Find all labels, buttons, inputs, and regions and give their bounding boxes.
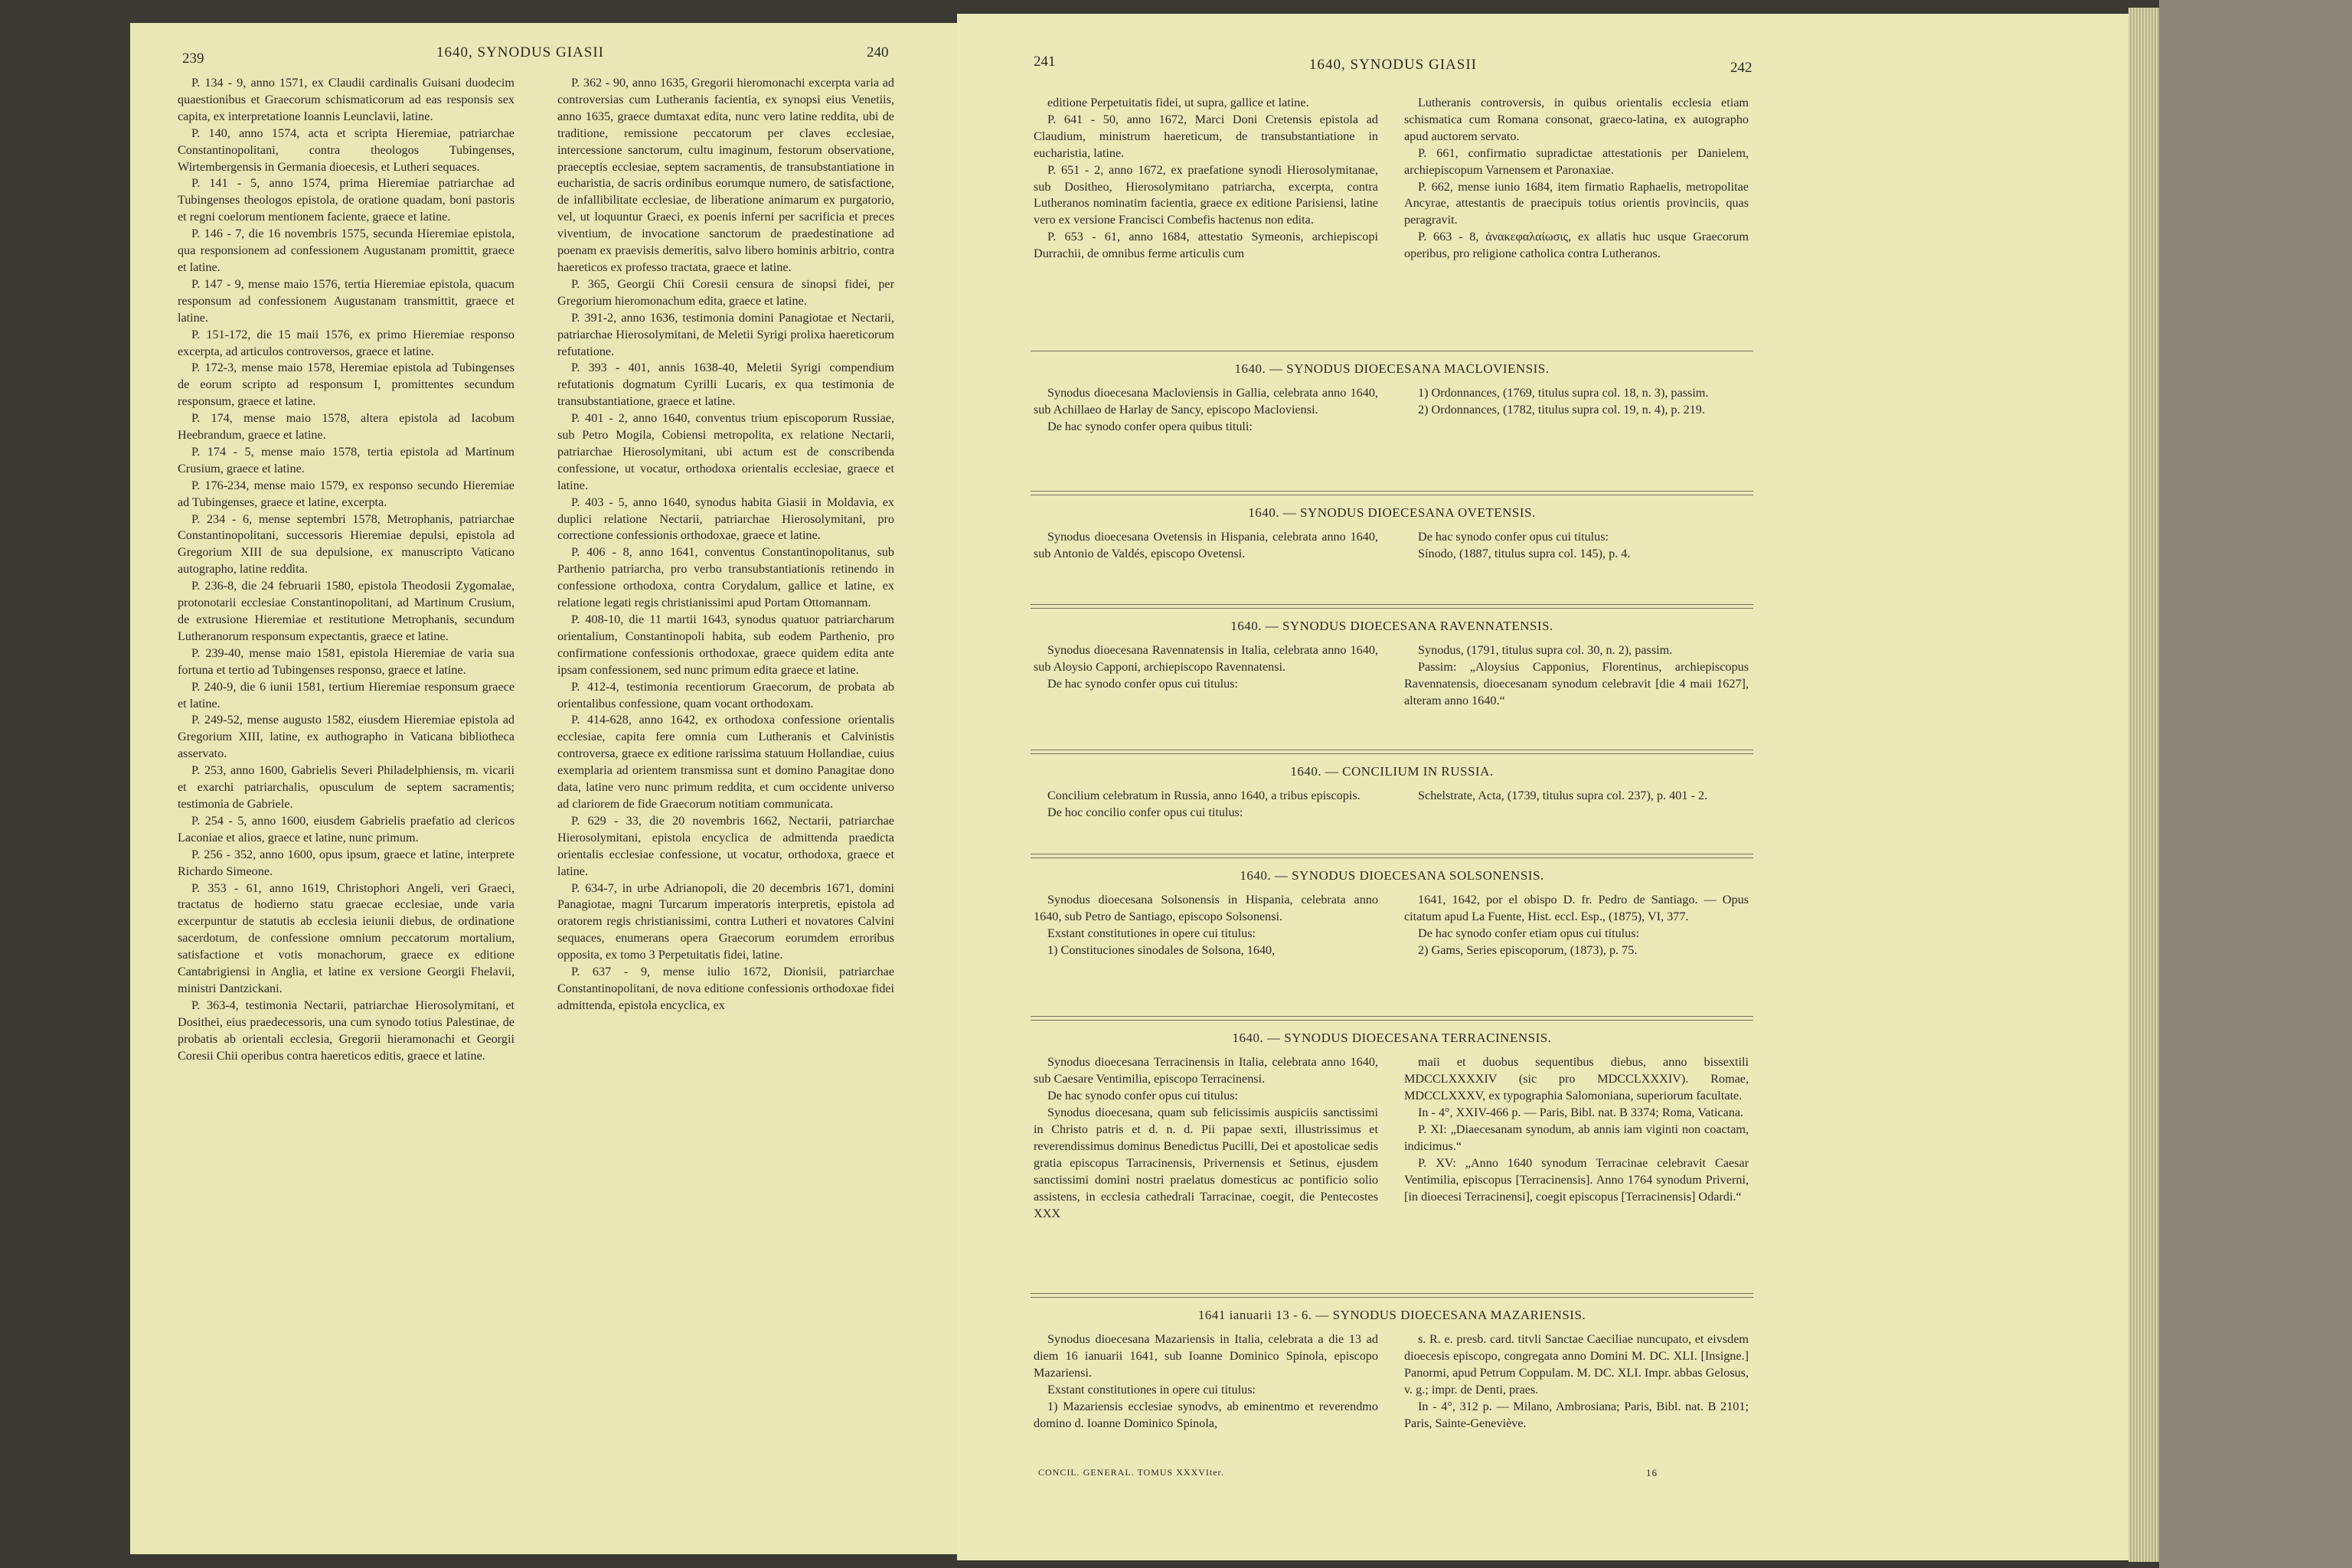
paragraph: P. 362 - 90, anno 1635, Gregorii hieromonachi excerpta varia ad controversias cum Lutheranis facientia, ex synopsi eius Venetiis, anno 1635, graece dumtaxat edita, nunc vero latine reddita, ubi de traditione, remissione peccatorum per claves ecclesiae, intercessione sanctorum, cultu imaginum, festorum observatione, praeceptis ecclesiae, septem sacramentis, de transubstantiatione in eucharistia, de sacris ordinibus eorumque numero, de satisfactione, de infallibilitate ecclesiae, de liberatione animarum ex purgatorio, vel, ut loquuntur Graeci, ex poenis inferni per sacrificia et preces viventium, de invocatione sanctorum de praedestinatione ad poenam ex praevisis demeritis, salvo libero hominis arbitrio, contra haereticos ex professo tractata, graece et latine. bbox=[557, 76, 894, 274]
paragraph: P. 408-10, die 11 martii 1643, synodus quatuor patriarcharum orientalium, Constantinopoli habita, sub eodem Parthenio, pro confirmatione confessionis orthodoxae, graece quidem edita ante ipsam confessionem, sed nunc primum edita graece et latine. bbox=[557, 612, 894, 677]
section-title: 1640. — SYNODUS DIOECESANA SOLSONENSIS. bbox=[1240, 868, 1544, 883]
paragraph: 1) Constituciones sinodales de Solsona, 1640, bbox=[1047, 943, 1276, 957]
paragraph: 1641, 1642, por el obispo D. fr. Pedro de Santiago. — Opus citatum apud La Fuente, Hist. eccl. Esp., (1875), VI, 377. bbox=[1404, 893, 1749, 923]
section-divider bbox=[1031, 1020, 1753, 1021]
section-column-1 bbox=[1034, 1331, 1378, 1432]
paragraph: P. XV: „Anno 1640 synodum Terracinae celebravit Caesar Ventimilia, episcopus [Terracinensis]. Anno 1764 synodum Priverni, [in dioecesi Terracinensi], coegit episcopus [Terracinensis] Odardi.“ bbox=[1404, 1156, 1749, 1204]
paragraph: In - 4°, XXIV-466 p. — Paris, Bibl. nat. B 3374; Roma, Vaticana. bbox=[1418, 1106, 1744, 1119]
paragraph: P. XI: „Diaecesanam synodum, ab annis iam viginti non coactam, indicimus.“ bbox=[1404, 1122, 1749, 1153]
paragraph: P. 253, anno 1600, Gabrielis Severi Philadelphiensis, m. vicarii et exarchi patriarchalis, opusculum de septem sacramentis; testimonia de Gabriele. bbox=[178, 763, 514, 811]
paragraph: Concilium celebratum in Russia, anno 1640, a tribus episcopis. bbox=[1047, 789, 1361, 802]
section-column-1 bbox=[1034, 787, 1378, 821]
running-head-left: 1640, SYNODUS GIASII bbox=[436, 44, 604, 60]
paragraph: P. 403 - 5, anno 1640, synodus habita Giasii in Moldavia, ex duplici relatione Nectarii, patriarchae Hierosolymitani, pro correctione confessionis orthodoxae, graece et latine. bbox=[557, 495, 894, 543]
section-divider bbox=[1031, 1293, 1753, 1294]
paragraph: P. 363-4, testimonia Nectarii, patriarchae Hierosolymitani, et Dosithei, eius praedecessoris, una cum synodo totius Palestinae, de probatis ab orientali ecclesia, Gregorii hieramonachi et Georgii Coresii Chii operibus contra haereticos editis, graece et latine. bbox=[178, 998, 514, 1063]
page-number-240: 240 bbox=[867, 44, 889, 60]
section-column-2 bbox=[1404, 642, 1749, 709]
section-column-1 bbox=[1034, 1054, 1378, 1222]
paragraph: P. 629 - 33, die 20 novembris 1662, Nectarii, patriarchae Hierosolymitani, epistola encyclica de admittenda praedicta orientalis ecclesiae confessione, ut vocatur, orthodoxa, graece et latine. bbox=[557, 813, 894, 878]
paragraph: P. 637 - 9, mense iulio 1672, Dionisii, patriarchae Constantinopolitani, de nova editione confessionis orthodoxae fidei admittenda, epistola encyclica, ex bbox=[557, 965, 894, 1012]
page-number-241: 241 bbox=[1034, 54, 1056, 70]
section-column-2 bbox=[1404, 787, 1749, 804]
paragraph: De hac synodo confer opus cui titulus: bbox=[1418, 530, 1609, 544]
paragraph: P. 353 - 61, anno 1619, Christophori Angeli, veri Graeci, tractatus de hodierno statu graecae ecclesiae, unde varia excerpuntur de statutis ab ecclesia ieiunii diebus, de ordinatione sacerdotum, de confessione omnium peccatorum mortalium, satisfactione et votis monachorum, graece ex editione Cantabrigiensi in Anglia, et latine ex versione Georgii Fhelavii, ministri Dantzickani. bbox=[178, 880, 514, 995]
paragraph: P. 651 - 2, anno 1672, ex praefatione synodi Hierosolymitanae, sub Dositheo, Hierosolymitano patriarcha, excerpta, contra Lutheranos nominatim facientia, graece ex editione Parisiensi, latine vero ex versione Francisci Combefis hactenus non edita. bbox=[1034, 162, 1378, 227]
paragraph: 1) Mazariensis ecclesiae synodvs, ab eminentmo et reverendmo domino d. Ioanne Dominico Spinola, bbox=[1034, 1400, 1378, 1430]
paragraph: P. 256 - 352, anno 1600, opus ipsum, graece et latine, interprete Richardo Simeone. bbox=[178, 847, 514, 878]
paragraph: Exstant constitutiones in opere cui titulus: bbox=[1047, 1383, 1256, 1396]
left-page-column-1 bbox=[178, 75, 514, 1064]
section-column-2 bbox=[1404, 384, 1749, 418]
paragraph: Lutheranis controversis, in quibus orientalis ecclesia etiam schismatica cum Romana consonat, graeco-latina, ex autographo apud auctorem servato. bbox=[1404, 96, 1749, 143]
section-column-2 bbox=[1404, 1331, 1749, 1432]
paragraph: Synodus dioecesana Ravennatensis in Italia, celebrata anno 1640, sub Aloysio Capponi, archiepiscopo Ravennatensi. bbox=[1034, 643, 1378, 674]
paragraph: 2) Gams, Series episcoporum, (1873), p. 75. bbox=[1418, 943, 1638, 957]
paragraph: P. 412-4, testimonia recentiorum Graecorum, de probata ab orientalibus confessione, quam vocant orthodoxam. bbox=[557, 679, 894, 710]
paragraph: Sínodo, (1887, titulus supra col. 145), p. 4. bbox=[1418, 547, 1631, 560]
paragraph: editione Perpetuitatis fidei, ut supra, gallice et latine. bbox=[1047, 96, 1309, 109]
footer-sheet-number: 16 bbox=[1646, 1467, 1658, 1478]
paragraph: P. 147 - 9, mense maio 1576, tertia Hieremiae epistola, quacum responsum ad confessionem Augustanam transmittit, graece et latine. bbox=[178, 276, 514, 325]
book-cover bbox=[2159, 0, 2352, 1568]
paragraph: Synodus dioecesana Ovetensis in Hispania, celebrata anno 1640, sub Antonio de Valdés, episcopo Ovetensi. bbox=[1034, 530, 1378, 560]
section-title: 1640. — SYNODUS DIOECESANA MACLOVIENSIS. bbox=[1234, 361, 1550, 376]
paragraph: P. 240-9, die 6 iunii 1581, tertium Hieremiae responsum graece et latine. bbox=[178, 679, 514, 710]
paragraph: P. 254 - 5, anno 1600, eiusdem Gabrielis praefatio ad clericos Laconiae et alios, graece et latine, nunc primum. bbox=[178, 813, 514, 844]
paragraph: P. 146 - 7, die 16 novembris 1575, secunda Hieremiae epistola, qua responsionem ad confessionem Augustanam promittit, graece et latine. bbox=[178, 227, 514, 274]
paragraph: P. 176-234, mense maio 1579, ex responso secundo Hieremiae ad Tubingenses, graece et latine, excerpta. bbox=[178, 478, 514, 509]
paragraph: Synodus dioecesana Mazariensis in Italia, celebrata a die 13 ad diem 16 ianuarii 1641, sub Ioanne Dominico Spinola, episcopo Mazariensi. bbox=[1034, 1332, 1378, 1380]
footer-signature: CONCIL. GENERAL. TOMUS XXXVIter. bbox=[1038, 1467, 1224, 1478]
section-title: 1640. — SYNODUS DIOECESANA RAVENNATENSIS. bbox=[1230, 619, 1553, 633]
paragraph: Synodus dioecesana Terracinensis in Italia, celebrata anno 1640, sub Caesare Ventimilia, episcopo Terracinensi. bbox=[1034, 1055, 1378, 1086]
paragraph: Passim: „Aloysius Capponius, Florentinus, archiepiscopus Ravennatensis, dioecesanam synodum celebravit [die 4 maii 1627], alteram anno 1640.“ bbox=[1404, 660, 1749, 707]
paragraph: De hac synodo confer opera quibus tituli: bbox=[1047, 420, 1253, 433]
paragraph: P. 641 - 50, anno 1672, Marci Doni Cretensis epistola ad Claudium, ministrum haereticum, de transubstantiatione in eucharistia, latine. bbox=[1034, 112, 1378, 160]
section-column-2 bbox=[1404, 891, 1749, 959]
section-title: 1640. — CONCILIUM IN RUSSIA. bbox=[1290, 764, 1494, 779]
section-divider bbox=[1031, 491, 1753, 492]
paragraph: P. 151-172, die 15 maii 1576, ex primo Hieremiae responso excerpta, ad articulos controversos, graece et latine. bbox=[178, 327, 514, 358]
paragraph: P. 662, mense iunio 1684, item firmatio Raphaelis, metropolitae Ancyrae, attestantis de praecipuis totius orientis provinciis, quas peragravit. bbox=[1404, 179, 1749, 227]
paragraph: P. 172-3, mense maio 1578, Heremiae epistola ad Tubingenses de eorum scripto ad responsum I, promittentes secundum responsum, graece et latine. bbox=[178, 361, 514, 409]
paragraph: P. 634-7, in urbe Adrianopoli, die 20 decembris 1671, domini Panagiotae, magni Turcarum imperatoris interpretis, epistola ad oratorem regis christianissimi, contra Lutheri et novatores Calvini sequaces, enumerans opera Graecorum eorumdem erroribus opposita, ex tomo 3 Perpetuitatis fidei, latine. bbox=[557, 880, 894, 962]
section-column-2 bbox=[1404, 1054, 1749, 1205]
paragraph: P. 234 - 6, mense septembri 1578, Metrophanis, patriarchae Constantinopolitani, successoris Hieremiae depulsi, epistola ad Gregorium XIII de sua depulsione, ex manuscripto Vaticano autographo, latine reddita. bbox=[178, 511, 514, 577]
paragraph: s. R. e. presb. card. titvli Sanctae Caeciliae nuncupato, et eivsdem dioecesis episcopo, congregata anno Domini M. DC. XLI. [Insigne.] Panormi, apud Petrum Coppulam. M. DC. XLI. Impr. abbas Gelosus, v. g.; impr. de Denti, praes. bbox=[1404, 1332, 1749, 1396]
right-page bbox=[957, 14, 2128, 1560]
paragraph: De hac synodo confer etiam opus cui titulus: bbox=[1418, 926, 1640, 940]
left-page-column-2 bbox=[557, 75, 894, 1014]
paragraph: P. 406 - 8, anno 1641, conventus Constantinopolitanus, sub Parthenio patriarcha, pro verbo transubstantiationis retinendo in confessione orthodoxa, contra Corydalum, gallice et latine, ex relatione legati regis christianissimi apud Portam Ottomannam. bbox=[557, 545, 894, 610]
paragraph: P. 134 - 9, anno 1571, ex Claudii cardinalis Guisani duodecim quaestionibus et Graecorum schismaticorum ad eas responsis sex capita, ex interpretatione Ioannis Leunclavii, latine. bbox=[178, 76, 514, 123]
paragraph: 1) Ordonnances, (1769, titulus supra col. 18, n. 3), passim. bbox=[1418, 386, 1709, 400]
paragraph: maii et duobus sequentibus diebus, anno bissextili MDCCLXXXXIV (sic pro MDCCLXXXIV). Romae, MDCCLXXXV, ex typographia Salomoniana, superiorum facultate. bbox=[1404, 1055, 1749, 1102]
paragraph: P. 663 - 8, ἀνακεφαλαίωσις, ex allatis huc usque Graecorum operibus, pro religione catholica contra Lutheranos. bbox=[1404, 230, 1749, 261]
paragraph: P. 414-628, anno 1642, ex orthodoxa confessione orientalis ecclesiae, capita fere omnia cum Lutheranis et Calvinistis controversa, graece ex editione rarissima statuum Hollandiae, cuius exemplaria ad orientem transmissa sunt et domino Panagitae dono data, latine vero nunc primum reddita, et cum occidente universo ad clariorem de fide Graecorum notitiam communicata. bbox=[557, 713, 894, 811]
section-column-2 bbox=[1404, 528, 1749, 562]
paragraph: De hac synodo confer opus cui titulus: bbox=[1047, 677, 1239, 691]
paragraph: P. 141 - 5, anno 1574, prima Hieremiae patriarchae ad Tubingenses theologos epistola, de oratione quadam, boni pastoris et regni coelorum mentionem faciente, graece et latine. bbox=[178, 176, 514, 224]
section-title: 1640. — SYNODUS DIOECESANA OVETENSIS. bbox=[1248, 505, 1536, 520]
section-column-1 bbox=[1034, 891, 1378, 959]
right-page-top-column-2 bbox=[1404, 95, 1749, 263]
paragraph: Synodus dioecesana Macloviensis in Gallia, celebrata anno 1640, sub Achillaeo de Harlay de Sancy, episcopo Macloviensi. bbox=[1034, 386, 1378, 416]
paragraph: P. 391-2, anno 1636, testimonia domini Panagiotae et Nectarii, patriarchae Hierosolymitani, de Meletii Syrigi prolixa haereticorum refutatione. bbox=[557, 310, 894, 358]
section-divider bbox=[1031, 1016, 1753, 1017]
page-number-242: 242 bbox=[1730, 60, 1753, 76]
paragraph: P. 236-8, die 24 februarii 1580, epistola Theodosii Zygomalae, protonotarii ecclesiae Constantinopolitani, ad Martinum Crusium, de extrusione Hieremiae et restitutione Metrophanis, secundum Lutheranorum responsum expectantis, graece et latine. bbox=[178, 579, 514, 643]
paragraph: P. 661, confirmatio supradictae attestationis per Danielem, archiepiscopum Varnensem et Paronaxiae. bbox=[1404, 145, 1749, 177]
paragraph: Synodus dioecesana Solsonensis in Hispania, celebrata anno 1640, sub Petro de Santiago, episcopo Solsonensi. bbox=[1034, 893, 1378, 923]
paragraph: P. 174, mense maio 1578, altera epistola ad Iacobum Heebrandum, graece et latine. bbox=[178, 411, 514, 443]
paragraph: De hoc concilio confer opus cui titulus: bbox=[1047, 805, 1243, 819]
paragraph: In - 4°, 312 p. — Milano, Ambrosiana; Paris, Bibl. nat. B 2101; Paris, Sainte-Geneviève. bbox=[1404, 1400, 1749, 1430]
paragraph: Synodus, (1791, titulus supra col. 30, n. 2), passim. bbox=[1418, 643, 1673, 657]
paragraph: De hac synodo confer opus cui titulus: bbox=[1047, 1089, 1239, 1102]
left-page bbox=[130, 23, 957, 1554]
section-title: 1641 ianuarii 13 - 6. — SYNODUS DIOECESANA MAZARIENSIS. bbox=[1197, 1308, 1586, 1322]
running-head-right: 1640, SYNODUS GIASII bbox=[1309, 57, 1477, 73]
paragraph: Synodus dioecesana, quam sub felicissimis auspiciis sanctissimi in Christo patris et d. n. d. Pii papae sexti, illustrissimus et reverendissimus dominus Benedictus Pucilli, Dei et apostolicae sedis gratia episcopus Tarracinensis, Privernensis et Setinus, ejusdem sanctissimi domini nostri praelatus domesticus ac pontificio solio assistens, in ecclesia cathedrali Tarracinae, coegit, die Pentecostes XXX bbox=[1034, 1106, 1378, 1220]
right-page-top-column-1 bbox=[1034, 95, 1378, 263]
section-column-1 bbox=[1034, 528, 1378, 562]
page-number-239: 239 bbox=[182, 51, 204, 67]
paragraph: 2) Ordonnances, (1782, titulus supra col. 19, n. 4), p. 219. bbox=[1418, 403, 1705, 416]
paragraph: P. 653 - 61, anno 1684, attestatio Symeonis, archiepiscopi Durrachii, de omnibus ferme articulis cum bbox=[1034, 230, 1378, 261]
book-page-edges bbox=[2128, 8, 2159, 1562]
section-title: 1640. — SYNODUS DIOECESANA TERRACINENSIS. bbox=[1232, 1031, 1552, 1045]
section-divider bbox=[1031, 1297, 1753, 1298]
paragraph: P. 239-40, mense maio 1581, epistola Hieremiae de varia sua fortuna et tertio ad Tubingenses responso, graece et latine. bbox=[178, 645, 514, 677]
paragraph: Exstant constitutiones in opere cui titulus: bbox=[1047, 926, 1256, 940]
section-divider bbox=[1031, 604, 1753, 605]
section-divider bbox=[1031, 608, 1753, 609]
paragraph: P. 174 - 5, mense maio 1578, tertia epistola ad Martinum Crusium, graece et latine. bbox=[178, 444, 514, 475]
paragraph: P. 401 - 2, anno 1640, conventus trium episcoporum Russiae, sub Petro Mogila, Cobiensi metropolita, ex relatione Nectarii, patriarchae Hierosolymitani, ubi actum est de conscribenda confessione, ut vocatur, orthodoxa orientalis ecclesiae, graece et latine. bbox=[557, 411, 894, 492]
paragraph: P. 249-52, mense augusto 1582, eiusdem Hieremiae epistola ad Gregorium XIII, latine, ex authographo in Vaticana bibliotheca asservato. bbox=[178, 713, 514, 761]
paragraph: Schelstrate, Acta, (1739, titulus supra col. 237), p. 401 - 2. bbox=[1418, 789, 1708, 802]
section-divider bbox=[1031, 753, 1753, 754]
section-column-1 bbox=[1034, 384, 1378, 435]
section-column-1 bbox=[1034, 642, 1378, 692]
paragraph: P. 393 - 401, annis 1638-40, Meletii Syrigi compendium refutationis dogmatum Cyrilli Lucaris, ex qua testimonia de transubstantiatione, graece et latine. bbox=[557, 361, 894, 409]
paragraph: P. 365, Georgii Chii Coresii censura de sinopsi fidei, per Gregorium hieromonachum edita, graece et latine. bbox=[557, 276, 894, 308]
paragraph: P. 140, anno 1574, acta et scripta Hieremiae, patriarchae Constantinopolitani, contra theologos Tubingenses, Wirtembergensis in Germania dioecesis, et Lutheri sequaces. bbox=[178, 126, 514, 174]
